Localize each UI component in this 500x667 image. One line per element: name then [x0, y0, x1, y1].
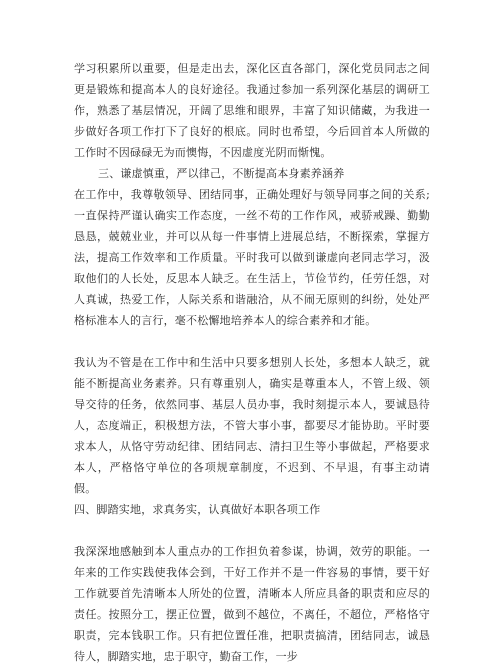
section-heading-3: 三、谦虚慎重，严以律己，不断提高本身素养涵养	[98, 167, 345, 180]
paragraph-duty-position: 我深深地感触到本人重点办的工作担负着参谋，协调，效劳的职能。一年来的工作实践使我体会到，干好工作并不是一件容易的事情，要干好工作就要首先清晰本人所处的位置，清晰本人所应具备的职责和应尽的责任。按照分工，摆正位置，做到不越位，不离任，不超位，严格恪守职责，完本钱职工作。只有把位置任准，把职责搞清，团结同志，诚恳待人，脚踏实地，忠于职守，勤奋工作，一步	[74, 545, 430, 663]
paragraph-work-attitude: 在工作中，我尊敬领导、团结同事，正确处理好与领导同事之间的关系;一直保持严谨认确实工作态度，一丝不苟的工作作风，戒骄戒躁、勤勤恳恳，兢兢业业，并可以从每一件事情上进展总结，不断探索，掌握方法，提高工作效率和工作质量。平时我可以做到谦虚向老同志学习，汲取他们的人长处，反思本人缺乏。在生活上，节俭节约，任劳任怨，对人真诚，热爱工作，人际关系和谐融洽，从不闹无原则的纠纷，处处严格标准本人的言行，毫不松懈地培养本人的综合素养和才能。	[74, 188, 430, 327]
paragraph-respect-others: 我认为不管是在工作中和生活中只要多想别人长处，多想本人缺乏，就能不断提高业务素养。只有尊重别人，确实是尊重本人，不管上级、领导交待的任务，依然同事、基层人员办事，我时刻提示本人，要诚恳待人，态度端正，积极想方法，不管大事小事，都要尽才能协助。平时要求本人，从恪守劳动纪律、团结同志、清扫卫生等小事做起，严格要求本人，严格恪守单位的各项规章制度，不迟到、不早退，有事主动请假。	[74, 356, 430, 495]
paragraph-study-accumulation: 学习积累所以重要，但是走出去，深化区直各部门，深化党员同志之间更是锻炼和提高本人的良好途径。我通过参加一系列深化基层的调研工作，熟悉了基层情况，开阔了思维和眼界，丰富了知识储藏，为我进一步做好各项工作打下了良好的根底。同时也希望，今后回首本人所做的工作时不因碌碌无为而懊悔，不因虚度光阴而惭愧。	[74, 62, 430, 159]
document-page	[74, 58, 430, 667]
paragraph-gap	[74, 520, 430, 541]
section-heading-4: 四、脚踏实地，求真务实，认真做好本职各项工作	[74, 503, 321, 516]
paragraph-gap	[74, 331, 430, 352]
